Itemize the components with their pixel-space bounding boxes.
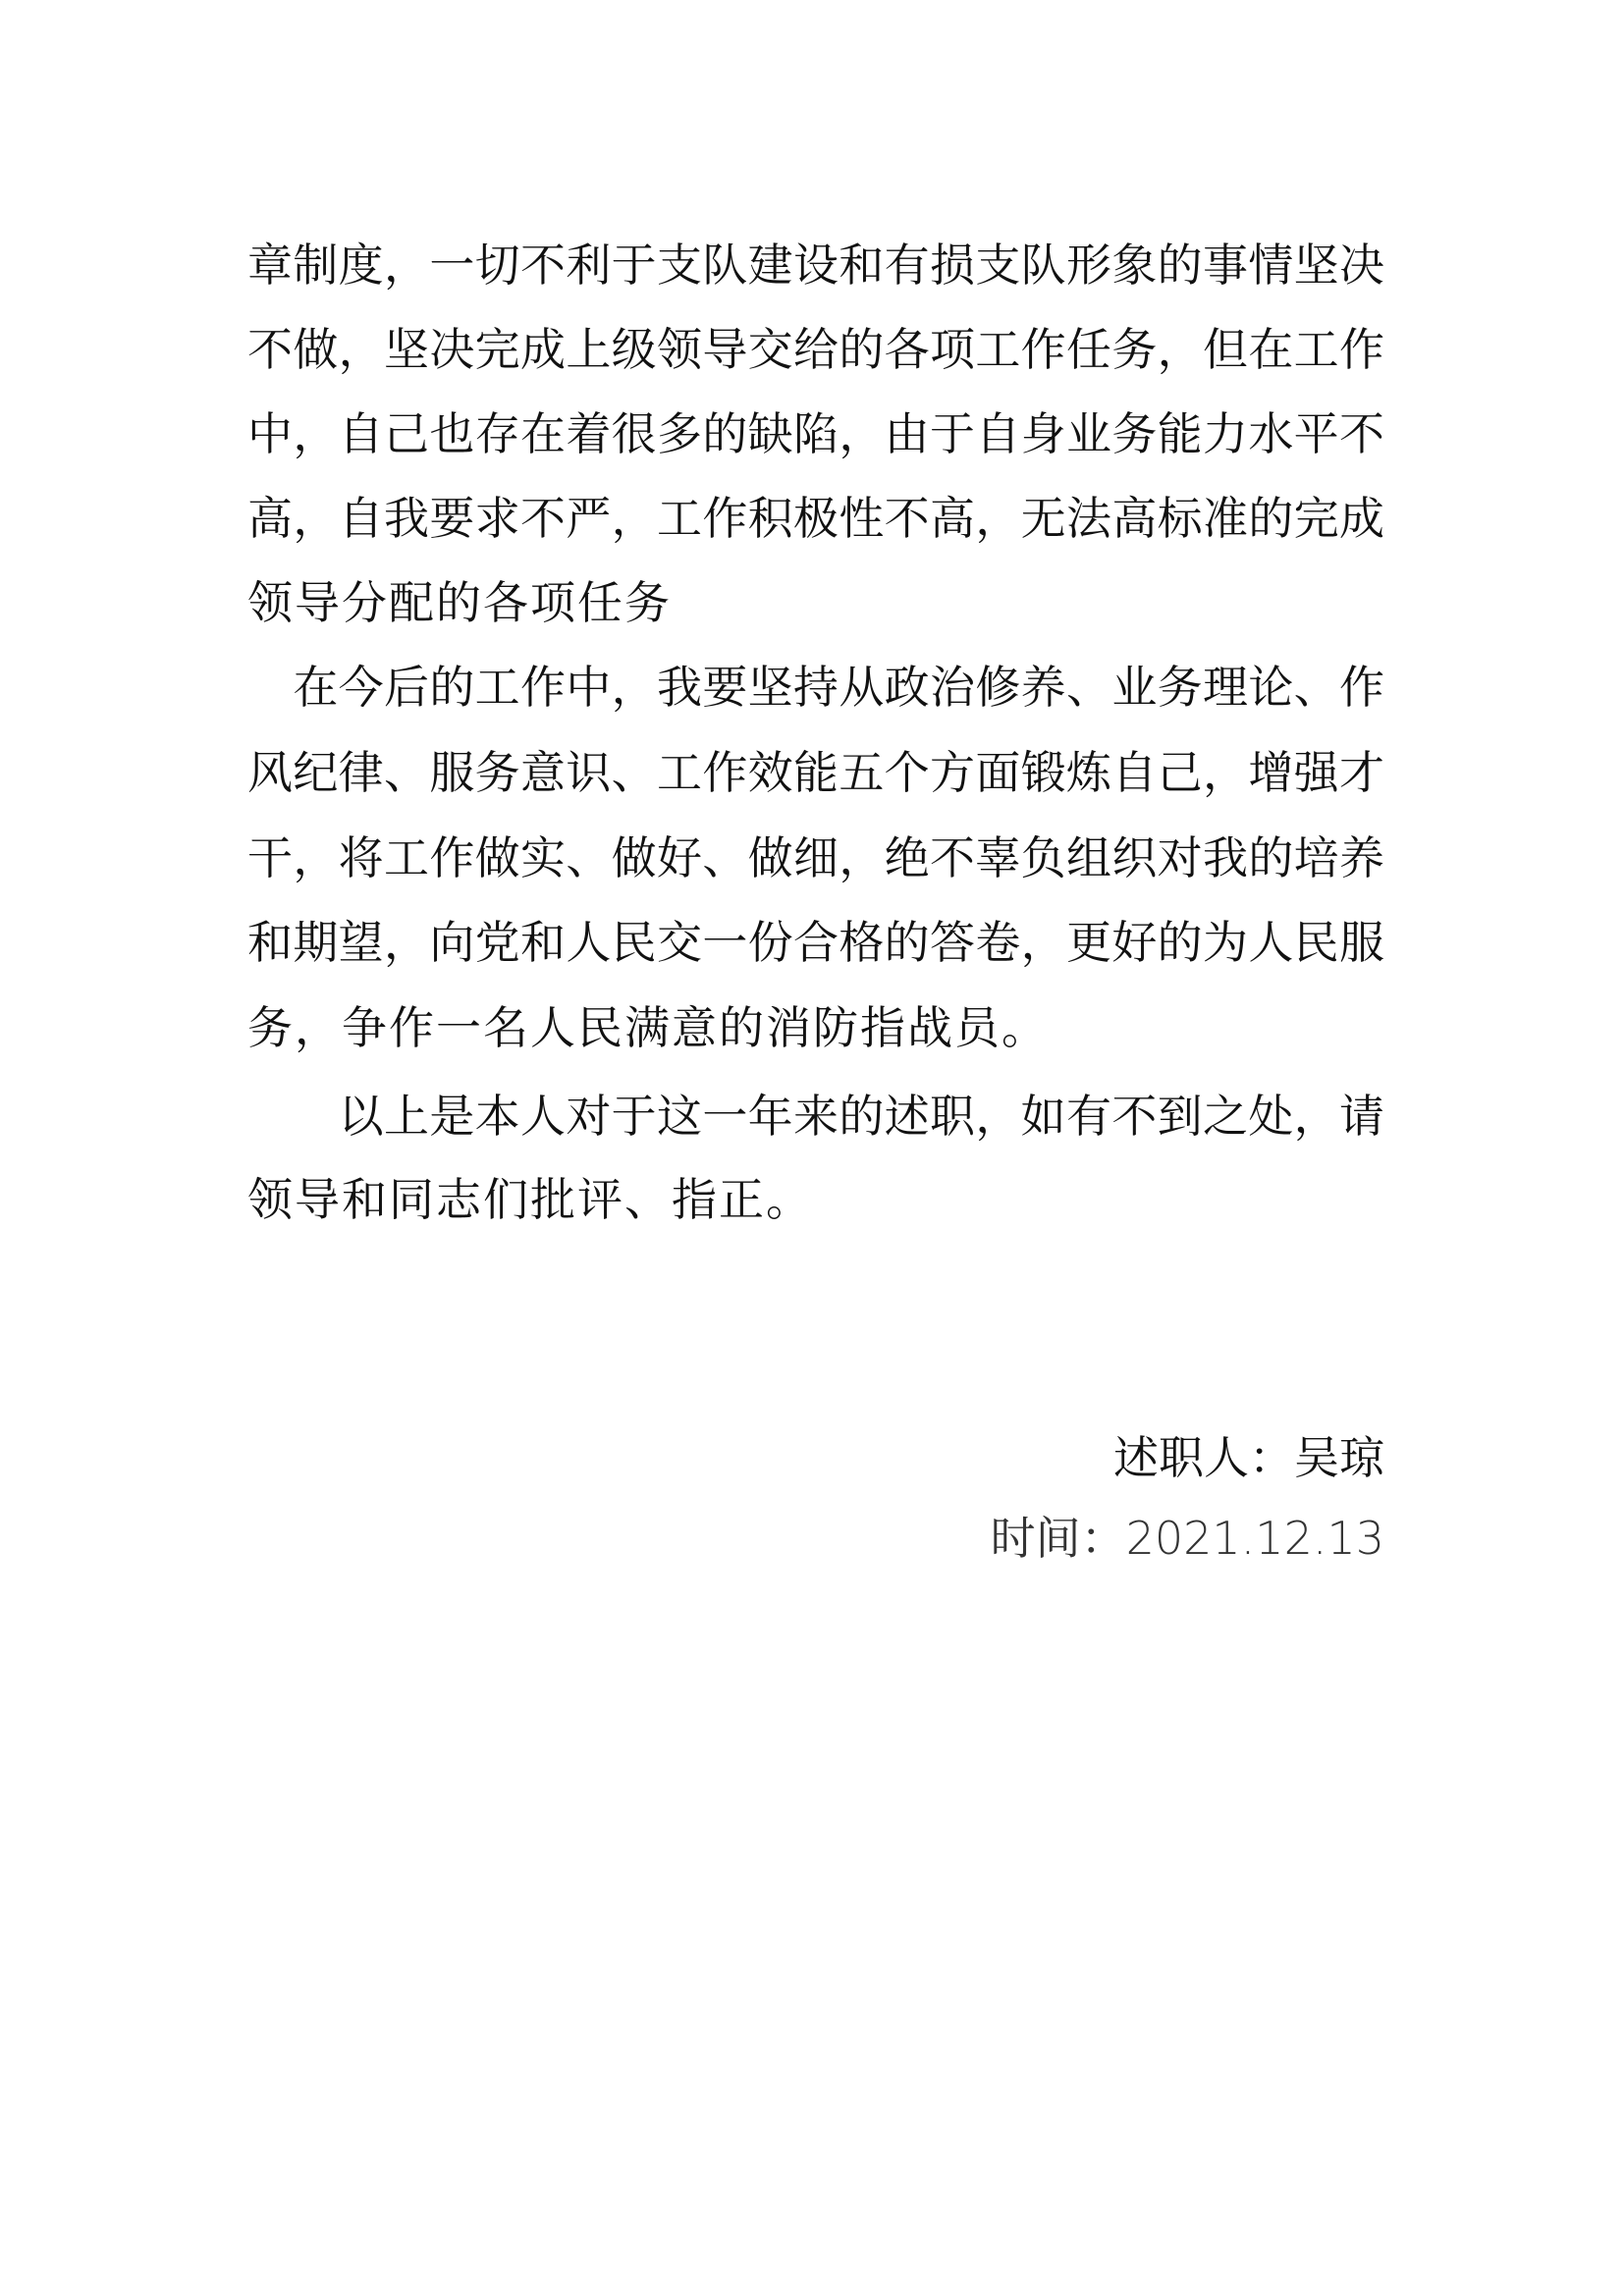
paragraph-line: 领导和同志们批评、指正。: [247, 1173, 813, 1226]
date: 时间：2021.12.13: [990, 1512, 1384, 1565]
paragraph-line: 风纪律、服务意识、工作效能五个方面锻炼自己，增强才: [247, 746, 1384, 799]
paragraph-line: 中，自己也存在着很多的缺陷，由于自身业务能力水平不: [247, 407, 1384, 460]
paragraph-line: 章制度，一切不利于支队建设和有损支队形象的事情坚决: [247, 239, 1384, 292]
paragraph-line: 高，自我要求不严，工作积极性不高，无法高标准的完成: [247, 492, 1384, 545]
signature: 述职人：吴琼: [1113, 1431, 1384, 1484]
paragraph-line: 务，争作一名人民满意的消防指战员。: [247, 1001, 1049, 1054]
paragraph-line: 以上是本人对于这一年来的述职，如有不到之处，请: [247, 1090, 1384, 1143]
paragraph-line: 不做，坚决完成上级领导交给的各项工作任务，但在工作: [247, 323, 1384, 376]
paragraph-line: 干，将工作做实、做好、做细，绝不辜负组织对我的培养: [247, 831, 1384, 884]
paragraph-line: 在今后的工作中，我要坚持从政治修养、业务理论、作: [247, 661, 1384, 714]
paragraph-line: 和期望，向党和人民交一份合格的答卷，更好的为人民服: [247, 916, 1384, 969]
paragraph-line: 领导分配的各项任务: [247, 576, 672, 629]
